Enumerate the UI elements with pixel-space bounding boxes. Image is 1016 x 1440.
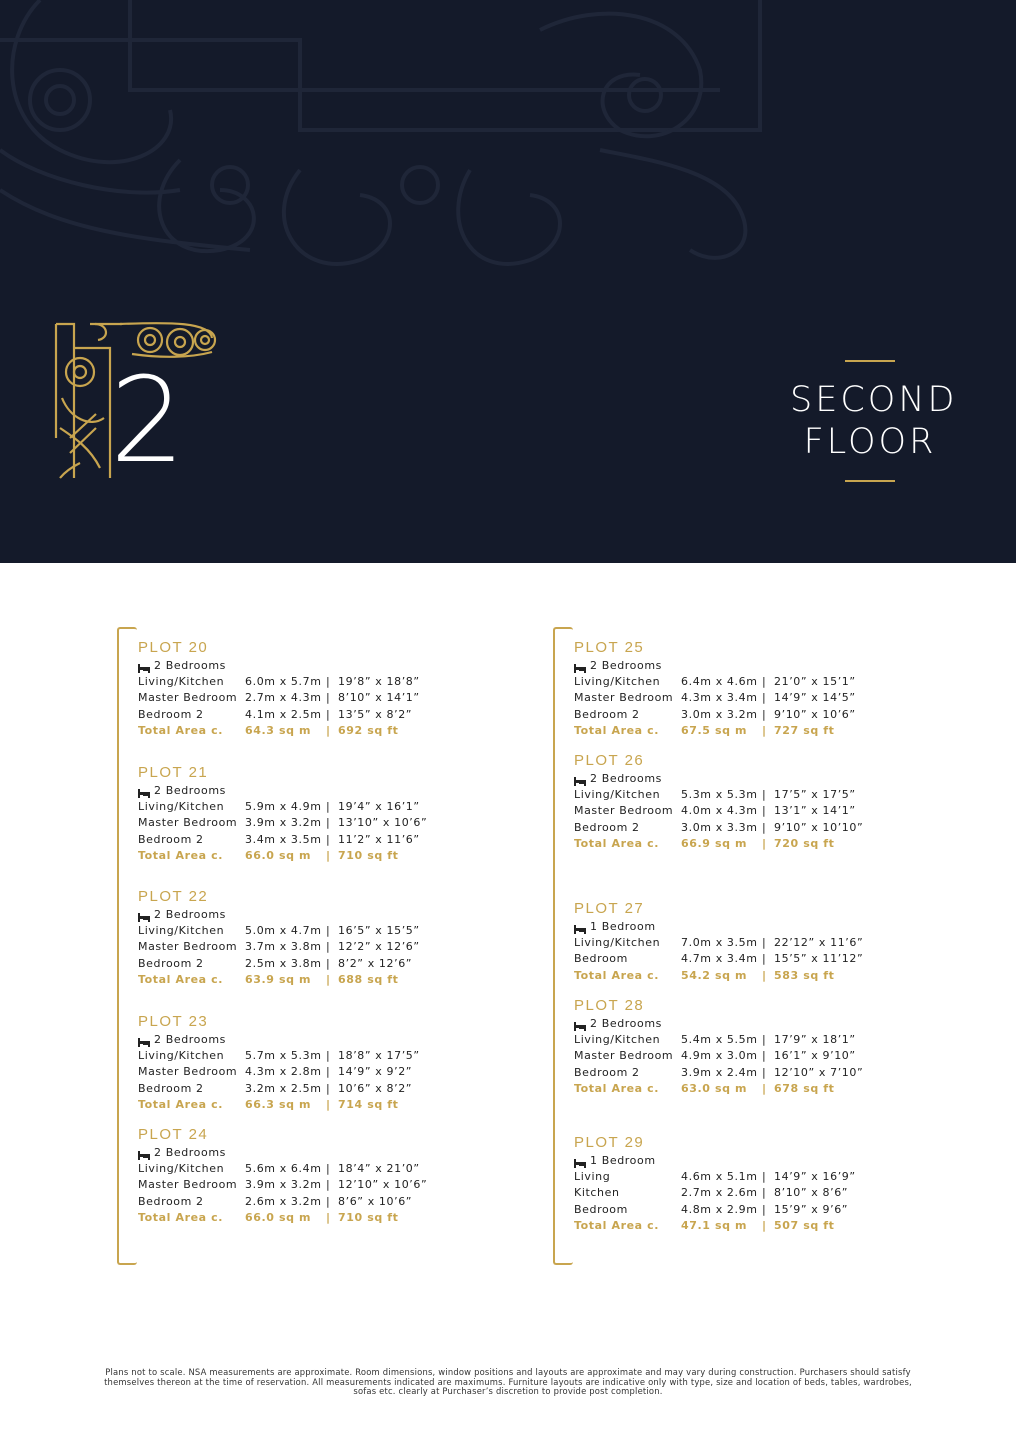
room-metric-size: 2.6m x 3.2m <box>245 1194 322 1208</box>
total-area-metric: 47.1 sq m <box>681 1218 748 1232</box>
room-name: Living/Kitchen <box>138 1049 225 1062</box>
column-separator: | <box>762 1170 767 1183</box>
room-name: Master Bedroom <box>574 691 674 705</box>
room-imperial-size: 13’1” x 14’1” <box>774 804 856 818</box>
plot-title: PLOT 21 <box>138 764 209 781</box>
room-name: Bedroom 2 <box>138 1081 204 1095</box>
disclaimer: Plans not to scale. NSA measurements are approximate. Room dimensions, window positions and layouts are approximate and may vary during construction. Purchasers should satisfy themselves thereon at the time of reservation. All measurements indicated are maximums. Furniture layouts are indicative only with type, size and location of beds, tables, wardrobes, sofas etc. clearly at Purchaser’s discretion to provide post completion. <box>104 1367 912 1396</box>
column-separator: | <box>326 800 331 813</box>
column-separator: | <box>326 1210 331 1224</box>
right-column-bracket <box>553 627 573 1265</box>
room-name: Bedroom 2 <box>138 956 204 970</box>
room-metric-size: 4.1m x 2.5m <box>245 707 322 721</box>
column-separator: | <box>326 691 331 705</box>
room-metric-size: 5.9m x 4.9m <box>245 800 322 813</box>
room-row <box>138 1194 448 1210</box>
plot-block <box>574 900 884 984</box>
room-name: Master Bedroom <box>138 816 238 830</box>
room-imperial-size: 18’4” x 21’0” <box>338 1162 420 1175</box>
column-separator: | <box>762 820 767 834</box>
bedroom-count <box>138 1145 448 1161</box>
plot-title: PLOT 23 <box>138 1013 209 1030</box>
column-separator: | <box>762 936 767 949</box>
room-metric-size: 4.6m x 5.1m <box>681 1170 758 1183</box>
room-metric-size: 4.3m x 2.8m <box>245 1065 322 1079</box>
bed-icon <box>138 1149 150 1158</box>
title-rule-bottom <box>845 480 895 482</box>
column-separator: | <box>326 940 331 954</box>
floor-number: 2 <box>110 351 186 489</box>
bed-icon <box>138 787 150 796</box>
room-row <box>138 799 448 815</box>
total-area-imperial: 678 sq ft <box>774 1081 835 1095</box>
column-separator: | <box>326 1049 331 1062</box>
column-separator: | <box>762 723 767 737</box>
plot-block <box>138 1013 448 1113</box>
total-area-row <box>138 723 448 739</box>
room-row <box>138 956 448 972</box>
room-imperial-size: 12’2” x 12’6” <box>338 940 420 954</box>
bedroom-count <box>138 1032 448 1048</box>
room-metric-size: 4.3m x 3.4m <box>681 691 758 705</box>
total-area-label: Total Area c. <box>574 1081 660 1095</box>
room-name: Master Bedroom <box>574 804 674 818</box>
bed-icon <box>138 911 150 920</box>
column-separator: | <box>762 1065 767 1079</box>
room-imperial-size: 13’5” x 8’2” <box>338 707 413 721</box>
room-metric-size: 3.9m x 2.4m <box>681 1065 758 1079</box>
room-imperial-size: 22’12” x 11’6” <box>774 936 864 949</box>
total-area-label: Total Area c. <box>138 972 224 986</box>
room-row <box>138 1081 448 1097</box>
bedroom-count <box>574 1016 884 1032</box>
room-imperial-size: 13’10” x 10’6” <box>338 816 428 830</box>
total-area-label: Total Area c. <box>574 723 660 737</box>
total-area-row <box>574 836 884 852</box>
room-metric-size: 3.9m x 3.2m <box>245 816 322 830</box>
room-metric-size: 5.6m x 6.4m <box>245 1162 322 1175</box>
plot-title: PLOT 28 <box>574 997 645 1014</box>
plot-title: PLOT 27 <box>574 900 645 917</box>
total-area-label: Total Area c. <box>138 1210 224 1224</box>
column-separator: | <box>762 952 767 966</box>
room-metric-size: 4.0m x 4.3m <box>681 804 758 818</box>
room-row <box>574 1032 884 1048</box>
room-metric-size: 7.0m x 3.5m <box>681 936 758 949</box>
total-area-row <box>574 1081 884 1097</box>
column-separator: | <box>326 848 331 862</box>
plot-title: PLOT 29 <box>574 1134 645 1151</box>
total-area-metric: 64.3 sq m <box>245 723 312 737</box>
column-separator: | <box>762 707 767 721</box>
room-imperial-size: 12’10” x 10’6” <box>338 1178 428 1192</box>
room-metric-size: 6.0m x 5.7m <box>245 675 322 688</box>
column-separator: | <box>326 1065 331 1079</box>
column-separator: | <box>762 1033 767 1046</box>
room-metric-size: 2.5m x 3.8m <box>245 956 322 970</box>
total-area-imperial: 688 sq ft <box>338 972 399 986</box>
room-imperial-size: 14’9” x 16’9” <box>774 1170 856 1183</box>
room-metric-size: 4.9m x 3.0m <box>681 1049 758 1063</box>
plot-block <box>138 888 448 988</box>
bed-icon <box>574 923 586 932</box>
room-row <box>574 1202 884 1218</box>
plot-block <box>574 1134 884 1234</box>
room-name: Bedroom 2 <box>574 707 640 721</box>
room-row <box>574 707 884 723</box>
room-name: Living/Kitchen <box>574 1033 661 1046</box>
total-area-metric: 66.3 sq m <box>245 1097 312 1111</box>
bedroom-count-label: 2 Bedrooms <box>154 659 226 672</box>
total-area-row <box>574 968 884 984</box>
room-metric-size: 2.7m x 4.3m <box>245 691 322 705</box>
room-imperial-size: 10’6” x 8’2” <box>338 1081 413 1095</box>
total-area-imperial: 710 sq ft <box>338 848 399 862</box>
column-separator: | <box>762 804 767 818</box>
room-name: Living/Kitchen <box>138 1162 225 1175</box>
plot-block <box>138 639 448 739</box>
room-row <box>138 1177 448 1193</box>
room-row <box>574 674 884 690</box>
column-separator: | <box>762 1218 767 1232</box>
room-name: Bedroom 2 <box>574 1065 640 1079</box>
room-metric-size: 4.8m x 2.9m <box>681 1202 758 1216</box>
bedroom-count-label: 2 Bedrooms <box>154 908 226 921</box>
room-row <box>574 935 884 951</box>
bedroom-count-label: 1 Bedroom <box>590 920 656 933</box>
room-name: Bedroom 2 <box>138 1194 204 1208</box>
bedroom-count <box>138 907 448 923</box>
room-metric-size: 3.0m x 3.2m <box>681 707 758 721</box>
total-area-imperial: 692 sq ft <box>338 723 399 737</box>
plot-title: PLOT 25 <box>574 639 645 656</box>
room-imperial-size: 18’8” x 17’5” <box>338 1049 420 1062</box>
room-imperial-size: 15’5” x 11’12” <box>774 952 864 966</box>
column-separator: | <box>762 691 767 705</box>
total-area-row <box>138 1097 448 1113</box>
room-metric-size: 3.9m x 3.2m <box>245 1178 322 1192</box>
room-name: Kitchen <box>574 1186 620 1200</box>
total-area-row <box>574 723 884 739</box>
plot-block <box>574 997 884 1097</box>
column-separator: | <box>326 972 331 986</box>
bedroom-count-label: 2 Bedrooms <box>590 1017 662 1030</box>
column-separator: | <box>326 816 331 830</box>
total-area-label: Total Area c. <box>138 723 224 737</box>
total-area-metric: 63.9 sq m <box>245 972 312 986</box>
column-separator: | <box>762 788 767 801</box>
plot-title: PLOT 22 <box>138 888 209 905</box>
total-area-imperial: 720 sq ft <box>774 836 835 850</box>
bed-icon <box>138 1036 150 1045</box>
room-imperial-size: 9’10” x 10’6” <box>774 707 856 721</box>
room-name: Bedroom 2 <box>574 820 640 834</box>
column-separator: | <box>326 707 331 721</box>
bedroom-count-label: 2 Bedrooms <box>590 772 662 785</box>
total-area-imperial: 710 sq ft <box>338 1210 399 1224</box>
room-imperial-size: 14’9” x 14’5” <box>774 691 856 705</box>
total-area-row <box>138 1210 448 1226</box>
room-imperial-size: 8’10” x 14’1” <box>338 691 420 705</box>
plot-block <box>138 1126 448 1226</box>
ornamental-background-pattern <box>0 0 1016 300</box>
room-name: Living/Kitchen <box>138 924 225 937</box>
room-metric-size: 3.7m x 3.8m <box>245 940 322 954</box>
room-metric-size: 5.7m x 5.3m <box>245 1049 322 1062</box>
room-metric-size: 5.4m x 5.5m <box>681 1033 758 1046</box>
room-row <box>574 1185 884 1201</box>
room-metric-size: 4.7m x 3.4m <box>681 952 758 966</box>
room-row <box>574 787 884 803</box>
bed-icon <box>574 775 586 784</box>
floor-title-line-2: FLOOR <box>803 422 937 462</box>
bedroom-count-label: 2 Bedrooms <box>154 1033 226 1046</box>
room-row <box>138 707 448 723</box>
room-metric-size: 3.4m x 3.5m <box>245 832 322 846</box>
bedroom-count <box>574 919 884 935</box>
bed-icon <box>138 662 150 671</box>
plot-block <box>138 764 448 864</box>
room-name: Bedroom <box>574 952 628 966</box>
floor-title-line-1: SECOND <box>790 380 958 420</box>
plot-title: PLOT 20 <box>138 639 209 656</box>
plot-block <box>574 639 884 739</box>
room-imperial-size: 17’5” x 17’5” <box>774 788 856 801</box>
bedroom-count <box>574 658 884 674</box>
bedroom-count-label: 1 Bedroom <box>590 1154 656 1167</box>
total-area-label: Total Area c. <box>138 1097 224 1111</box>
bedroom-count-label: 2 Bedrooms <box>154 784 226 797</box>
total-area-label: Total Area c. <box>574 836 660 850</box>
plot-block <box>574 752 884 852</box>
room-row <box>138 1064 448 1080</box>
column-separator: | <box>762 1186 767 1200</box>
room-row <box>138 923 448 939</box>
room-imperial-size: 9’10” x 10’10” <box>774 820 864 834</box>
bedroom-count <box>574 1153 884 1169</box>
total-area-row <box>574 1218 884 1234</box>
column-separator: | <box>762 968 767 982</box>
total-area-metric: 66.0 sq m <box>245 1210 312 1224</box>
room-name: Living/Kitchen <box>574 936 661 949</box>
room-metric-size: 3.2m x 2.5m <box>245 1081 322 1095</box>
bed-icon <box>574 1157 586 1166</box>
floor-title <box>790 360 958 482</box>
bedroom-count-label: 2 Bedrooms <box>590 659 662 672</box>
column-separator: | <box>326 924 331 937</box>
left-column-bracket <box>117 627 137 1265</box>
room-imperial-size: 8’2” x 12’6” <box>338 956 413 970</box>
room-name: Living <box>574 1170 611 1183</box>
column-separator: | <box>326 956 331 970</box>
column-separator: | <box>762 675 767 688</box>
bedroom-count-label: 2 Bedrooms <box>154 1146 226 1159</box>
column-separator: | <box>326 1194 331 1208</box>
column-separator: | <box>762 836 767 850</box>
room-row <box>574 690 884 706</box>
room-imperial-size: 19’8” x 18’8” <box>338 675 420 688</box>
room-row <box>574 820 884 836</box>
room-name: Living/Kitchen <box>574 675 661 688</box>
room-name: Living/Kitchen <box>138 800 225 813</box>
room-imperial-size: 12’10” x 7’10” <box>774 1065 864 1079</box>
room-name: Master Bedroom <box>138 691 238 705</box>
room-imperial-size: 19’4” x 16’1” <box>338 800 420 813</box>
total-area-metric: 66.9 sq m <box>681 836 748 850</box>
hero-banner <box>0 0 1016 563</box>
room-name: Bedroom 2 <box>138 832 204 846</box>
total-area-imperial: 714 sq ft <box>338 1097 399 1111</box>
room-imperial-size: 16’1” x 9’10” <box>774 1049 856 1063</box>
room-name: Bedroom <box>574 1202 628 1216</box>
room-row <box>138 674 448 690</box>
total-area-metric: 67.5 sq m <box>681 723 748 737</box>
column-separator: | <box>326 1162 331 1175</box>
total-area-label: Total Area c. <box>138 848 224 862</box>
total-area-metric: 66.0 sq m <box>245 848 312 862</box>
bed-icon <box>574 662 586 671</box>
room-imperial-size: 16’5” x 15’5” <box>338 924 420 937</box>
column-separator: | <box>762 1049 767 1063</box>
bed-icon <box>574 1020 586 1029</box>
room-imperial-size: 8’10” x 8’6” <box>774 1186 849 1200</box>
room-imperial-size: 8’6” x 10’6” <box>338 1194 413 1208</box>
room-metric-size: 5.3m x 5.3m <box>681 788 758 801</box>
column-separator: | <box>326 675 331 688</box>
room-name: Master Bedroom <box>138 1065 238 1079</box>
room-name: Master Bedroom <box>138 940 238 954</box>
room-name: Living/Kitchen <box>138 675 225 688</box>
room-metric-size: 5.0m x 4.7m <box>245 924 322 937</box>
room-metric-size: 6.4m x 4.6m <box>681 675 758 688</box>
room-row <box>138 1161 448 1177</box>
bedroom-count <box>138 658 448 674</box>
room-row <box>138 939 448 955</box>
room-imperial-size: 14’9” x 9’2” <box>338 1065 413 1079</box>
room-imperial-size: 15’9” x 9’6” <box>774 1202 849 1216</box>
room-row <box>138 690 448 706</box>
column-separator: | <box>326 1178 331 1192</box>
column-separator: | <box>762 1081 767 1095</box>
column-separator: | <box>762 1202 767 1216</box>
total-area-imperial: 727 sq ft <box>774 723 835 737</box>
total-area-imperial: 507 sq ft <box>774 1218 835 1232</box>
total-area-label: Total Area c. <box>574 1218 660 1232</box>
room-name: Living/Kitchen <box>574 788 661 801</box>
bedroom-count <box>574 771 884 787</box>
total-area-metric: 63.0 sq m <box>681 1081 748 1095</box>
room-imperial-size: 17’9” x 18’1” <box>774 1033 856 1046</box>
room-row <box>574 1048 884 1064</box>
room-imperial-size: 21’0” x 15’1” <box>774 675 856 688</box>
plot-title: PLOT 24 <box>138 1126 209 1143</box>
total-area-label: Total Area c. <box>574 968 660 982</box>
room-row <box>138 1048 448 1064</box>
column-separator: | <box>326 1081 331 1095</box>
room-row <box>574 951 884 967</box>
total-area-row <box>138 848 448 864</box>
room-metric-size: 3.0m x 3.3m <box>681 820 758 834</box>
bedroom-count <box>138 783 448 799</box>
column-separator: | <box>326 723 331 737</box>
room-row <box>574 1169 884 1185</box>
total-area-imperial: 583 sq ft <box>774 968 835 982</box>
room-metric-size: 2.7m x 2.6m <box>681 1186 758 1200</box>
room-imperial-size: 11’2” x 11’6” <box>338 832 420 846</box>
room-name: Bedroom 2 <box>138 707 204 721</box>
room-row <box>574 803 884 819</box>
plot-title: PLOT 26 <box>574 752 645 769</box>
column-separator: | <box>326 1097 331 1111</box>
room-row <box>138 815 448 831</box>
room-row <box>574 1065 884 1081</box>
room-name: Master Bedroom <box>574 1049 674 1063</box>
column-separator: | <box>326 832 331 846</box>
title-rule-top <box>845 360 895 362</box>
total-area-row <box>138 972 448 988</box>
room-name: Master Bedroom <box>138 1178 238 1192</box>
room-row <box>138 832 448 848</box>
total-area-metric: 54.2 sq m <box>681 968 748 982</box>
